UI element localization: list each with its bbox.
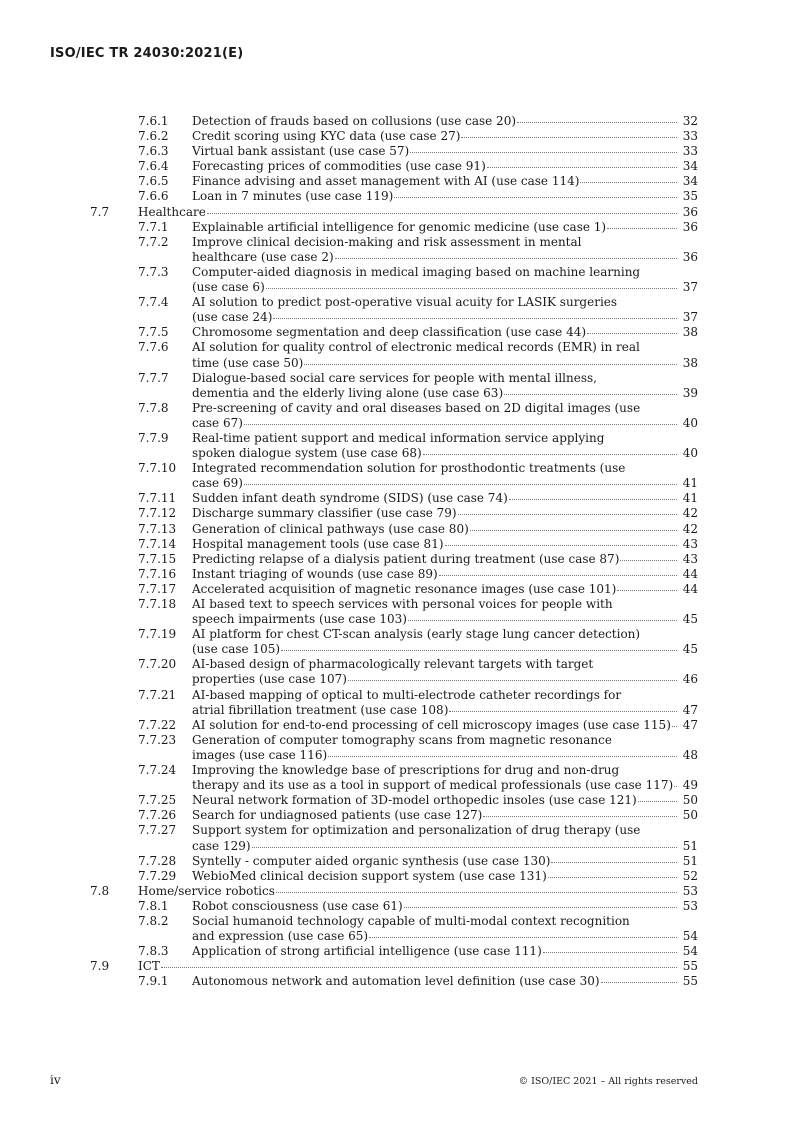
dot-leader bbox=[273, 318, 677, 319]
toc-entry-title-line: ICT bbox=[138, 959, 160, 974]
page-footer bbox=[50, 1073, 698, 1087]
toc-entry-title-line: Dialogue-based social care services for people with mental illness, bbox=[192, 370, 597, 385]
toc-entry-number: 7.7.20 bbox=[138, 657, 177, 672]
toc-entry-title-line: properties (use case 107) bbox=[192, 672, 347, 687]
toc-entry-number: 7.7.2 bbox=[138, 234, 169, 249]
toc-entry-page: 41 bbox=[682, 476, 698, 491]
toc-entry-page: 40 bbox=[682, 446, 698, 461]
toc-entry-number: 7.6.6 bbox=[138, 189, 169, 204]
toc-entry-number: 7.7.19 bbox=[138, 627, 177, 642]
toc-entry[interactable] bbox=[90, 959, 698, 974]
toc-entry-title-line: Credit scoring using KYC data (use case 27) bbox=[192, 129, 461, 144]
toc-entry-page: 36 bbox=[682, 219, 698, 234]
toc-entry-number: 7.7.28 bbox=[138, 853, 177, 868]
dot-leader bbox=[470, 530, 677, 531]
toc-entry-title-line: Detection of frauds based on collusions (use case 20) bbox=[192, 114, 517, 128]
toc-entry-title-line: Improving the knowledge base of prescriptions for drug and non-drug bbox=[192, 763, 620, 778]
toc-entry-number: 7.7.12 bbox=[138, 506, 177, 521]
toc-entry-number: 7.7.13 bbox=[138, 521, 177, 536]
toc-entry-page: 41 bbox=[682, 491, 698, 506]
toc-entry-title-line: Hospital management tools (use case 81) bbox=[192, 536, 444, 551]
toc-entry[interactable] bbox=[90, 401, 698, 431]
toc-entry-title-line: AI solution to predict post-operative visual acuity for LASIK surgeries bbox=[192, 295, 618, 310]
toc-entry-number: 7.6.4 bbox=[138, 159, 169, 174]
toc-entry-title-line: speech impairments (use case 103) bbox=[192, 612, 407, 627]
dot-leader bbox=[348, 680, 677, 681]
toc-entry-number: 7.7.15 bbox=[138, 551, 177, 566]
toc-entry-title-line: AI-based design of pharmacologically relevant targets with target bbox=[192, 657, 594, 672]
toc-entry-page: 36 bbox=[682, 204, 698, 219]
toc-entry-page: 47 bbox=[682, 702, 698, 717]
toc-entry-page: 44 bbox=[682, 581, 698, 596]
toc-entry-title-line: Healthcare bbox=[138, 204, 206, 219]
dot-leader bbox=[404, 907, 677, 908]
dot-leader bbox=[517, 122, 677, 123]
toc-entry-page: 53 bbox=[682, 898, 698, 913]
toc-entry-page: 33 bbox=[682, 144, 698, 159]
toc-entry-title-line: Virtual bank assistant (use case 57) bbox=[192, 144, 410, 159]
toc-entry[interactable] bbox=[90, 552, 698, 567]
dot-leader bbox=[551, 862, 677, 863]
toc-entry[interactable] bbox=[90, 884, 698, 899]
toc-entry-title-line: Integrated recommendation solution for prosthodontic treatments (use bbox=[192, 461, 626, 476]
toc-entry-title-line: Forecasting prices of commodities (use case 91) bbox=[192, 159, 486, 174]
toc-entry-number: 7.8 bbox=[90, 883, 110, 898]
toc-entry-page: 38 bbox=[682, 355, 698, 370]
toc-entry-title-line: Neural network formation of 3D-model orthopedic insoles (use case 121) bbox=[192, 793, 637, 808]
toc-entry-number: 7.7.5 bbox=[138, 325, 169, 340]
toc-entry[interactable] bbox=[90, 431, 698, 461]
toc-entry-number: 7.7.9 bbox=[138, 430, 169, 445]
toc-entry-number: 7.8.3 bbox=[138, 944, 169, 959]
toc-entry-page: 32 bbox=[682, 114, 698, 128]
toc-entry-title-line: time (use case 50) bbox=[192, 355, 304, 370]
toc-entry-title-line: AI platform for chest CT-scan analysis (early stage lung cancer detection) bbox=[192, 627, 641, 642]
toc-entry[interactable] bbox=[90, 597, 698, 627]
toc-entry-page: 42 bbox=[682, 506, 698, 521]
toc-entry[interactable] bbox=[90, 174, 698, 189]
toc-entry[interactable] bbox=[90, 506, 698, 521]
dot-leader bbox=[601, 982, 677, 983]
toc-entry[interactable] bbox=[90, 265, 698, 295]
toc-entry-title-line: healthcare (use case 2) bbox=[192, 249, 334, 264]
toc-entry-page: 50 bbox=[682, 808, 698, 823]
toc-entry-page: 35 bbox=[682, 189, 698, 204]
toc-entry-number: 7.7.22 bbox=[138, 717, 177, 732]
toc-entry-title-line: images (use case 116) bbox=[192, 747, 328, 762]
toc-entry-number: 7.6.5 bbox=[138, 174, 169, 189]
toc-entry-page: 43 bbox=[682, 551, 698, 566]
toc-entry[interactable] bbox=[90, 944, 698, 959]
toc-entry[interactable] bbox=[90, 235, 698, 265]
dot-leader bbox=[461, 137, 677, 138]
toc-entry-title-line: Robot consciousness (use case 61) bbox=[192, 898, 403, 913]
toc-entry[interactable] bbox=[90, 763, 698, 793]
toc-entry-title-line: atrial fibrillation treatment (use case 108) bbox=[192, 702, 449, 717]
toc-entry-number: 7.7.7 bbox=[138, 370, 169, 385]
toc-entry[interactable] bbox=[90, 189, 698, 204]
toc-entry-number: 7.7.14 bbox=[138, 536, 177, 551]
dot-leader bbox=[543, 952, 677, 953]
toc-entry-page: 37 bbox=[682, 310, 698, 325]
toc-entry[interactable] bbox=[90, 159, 698, 174]
dot-leader bbox=[672, 726, 677, 727]
toc-entry-title-line: Discharge summary classifier (use case 79) bbox=[192, 506, 457, 521]
toc-entry-number: 7.7.8 bbox=[138, 400, 169, 415]
toc-entry-number: 7.7.24 bbox=[138, 763, 177, 778]
copyright-notice: © ISO/IEC 2021 – All rights reserved bbox=[518, 1076, 698, 1087]
toc-entry-page: 42 bbox=[682, 521, 698, 536]
toc-entry-number: 7.7.4 bbox=[138, 295, 169, 310]
toc-entry[interactable] bbox=[90, 718, 698, 733]
page-number: iv bbox=[50, 1073, 61, 1087]
toc-entry-title-line: AI based text to speech services with personal voices for people with bbox=[192, 597, 613, 611]
toc-entry-title-line: Pre-screening of cavity and oral diseases based on 2D digital images (use bbox=[192, 400, 641, 415]
toc-entry-title-line: dementia and the elderly living alone (use case 63) bbox=[192, 385, 504, 400]
dot-leader bbox=[548, 877, 677, 878]
toc-entry-page: 51 bbox=[682, 853, 698, 868]
toc-entry-title-line: and expression (use case 65) bbox=[192, 929, 369, 944]
toc-entry-title-line: Loan in 7 minutes (use case 119) bbox=[192, 189, 394, 204]
toc-entry-number: 7.7.29 bbox=[138, 868, 177, 883]
toc-entry-title-line: Computer-aided diagnosis in medical imaging based on machine learning bbox=[192, 264, 641, 279]
toc-entry-page: 55 bbox=[682, 974, 698, 989]
toc-entry-number: 7.8.1 bbox=[138, 898, 169, 913]
dot-leader bbox=[504, 394, 677, 395]
toc-entry[interactable] bbox=[90, 974, 698, 989]
toc-entry-title-line: Accelerated acquisition of magnetic resonance images (use case 101) bbox=[192, 581, 617, 596]
toc-entry-page: 52 bbox=[682, 868, 698, 883]
dot-leader bbox=[580, 182, 677, 183]
dot-leader bbox=[304, 364, 677, 365]
dot-leader bbox=[244, 424, 677, 425]
toc-entry-title-line: Social humanoid technology capable of multi-modal context recognition bbox=[192, 913, 630, 928]
toc-entry-title-line: (use case 24) bbox=[192, 310, 273, 325]
toc-entry[interactable] bbox=[90, 808, 698, 823]
toc-entry[interactable] bbox=[90, 205, 698, 220]
toc-entry-number: 7.7 bbox=[90, 204, 110, 219]
toc-entry-number: 7.7.26 bbox=[138, 808, 177, 823]
dot-leader bbox=[607, 228, 677, 229]
toc-entry-number: 7.7.16 bbox=[138, 566, 177, 581]
toc-entry[interactable] bbox=[90, 144, 698, 159]
toc-entry-number: 7.6.1 bbox=[138, 114, 169, 128]
toc-entry-title-line: AI-based mapping of optical to multi-electrode catheter recordings for bbox=[192, 687, 622, 702]
toc-entry-page: 50 bbox=[682, 793, 698, 808]
dot-leader bbox=[587, 333, 677, 334]
toc-entry-page: 55 bbox=[682, 959, 698, 974]
dot-leader bbox=[487, 167, 677, 168]
toc-entry[interactable] bbox=[90, 567, 698, 582]
dot-leader bbox=[328, 756, 677, 757]
dot-leader bbox=[281, 650, 677, 651]
dot-leader bbox=[276, 892, 677, 893]
toc-entry-number: 7.7.6 bbox=[138, 340, 169, 355]
dot-leader bbox=[408, 620, 677, 621]
toc-entry-title-line: Predicting relapse of a dialysis patient during treatment (use case 87) bbox=[192, 551, 620, 566]
toc-entry-title-line: Instant triaging of wounds (use case 89) bbox=[192, 566, 438, 581]
toc-entry-number: 7.7.3 bbox=[138, 264, 169, 279]
toc-entry[interactable] bbox=[90, 914, 698, 944]
toc-entry-page: 44 bbox=[682, 566, 698, 581]
toc-entry[interactable] bbox=[90, 582, 698, 597]
dot-leader bbox=[335, 258, 677, 259]
toc-entry-page: 34 bbox=[682, 174, 698, 189]
toc-entry-title-line: case 129) bbox=[192, 838, 251, 853]
toc-entry[interactable] bbox=[90, 371, 698, 401]
toc-entry[interactable] bbox=[90, 657, 698, 687]
toc-entry-title-line: Explainable artificial intelligence for genomic medicine (use case 1) bbox=[192, 219, 607, 234]
dot-leader bbox=[394, 197, 677, 198]
toc-entry-title-line: (use case 105) bbox=[192, 642, 281, 657]
table-of-contents bbox=[90, 114, 698, 989]
toc-entry-page: 37 bbox=[682, 280, 698, 295]
toc-entry-title-line: Application of strong artificial intelligence (use case 111) bbox=[192, 944, 542, 959]
dot-leader bbox=[252, 847, 677, 848]
toc-entry[interactable] bbox=[90, 793, 698, 808]
toc-entry-page: 51 bbox=[682, 838, 698, 853]
toc-entry[interactable] bbox=[90, 114, 698, 129]
dot-leader bbox=[266, 288, 677, 289]
toc-entry-title-line: Finance advising and asset management with AI (use case 114) bbox=[192, 174, 580, 189]
toc-entry-title-line: Support system for optimization and personalization of drug therapy (use bbox=[192, 823, 641, 838]
dot-leader bbox=[638, 801, 677, 802]
toc-entry-number: 7.7.1 bbox=[138, 219, 169, 234]
toc-entry-number: 7.7.21 bbox=[138, 687, 177, 702]
toc-entry[interactable] bbox=[90, 325, 698, 340]
toc-entry-page: 54 bbox=[682, 944, 698, 959]
toc-entry-title-line: AI solution for end-to-end processing of cell microscopy images (use case 115) bbox=[192, 717, 671, 732]
toc-entry[interactable] bbox=[90, 129, 698, 144]
toc-entry[interactable] bbox=[90, 220, 698, 235]
toc-entry-title-line: spoken dialogue system (use case 68) bbox=[192, 446, 422, 461]
toc-entry-number: 7.7.17 bbox=[138, 581, 177, 596]
toc-entry-page: 53 bbox=[682, 883, 698, 898]
toc-entry-title-line: (use case 6) bbox=[192, 280, 265, 295]
dot-leader bbox=[161, 967, 677, 968]
toc-entry-number: 7.7.23 bbox=[138, 732, 177, 747]
dot-leader bbox=[207, 213, 677, 214]
toc-entry-title-line: AI solution for quality control of electronic medical records (EMR) in real bbox=[192, 340, 640, 355]
toc-entry-page: 40 bbox=[682, 415, 698, 430]
toc-entry-page: 36 bbox=[682, 249, 698, 264]
toc-entry-title-line: Chromosome segmentation and deep classification (use case 44) bbox=[192, 325, 587, 340]
toc-entry[interactable] bbox=[90, 733, 698, 763]
toc-entry[interactable] bbox=[90, 537, 698, 552]
toc-entry-number: 7.6.2 bbox=[138, 129, 169, 144]
toc-entry[interactable] bbox=[90, 627, 698, 657]
toc-entry-number: 7.7.10 bbox=[138, 461, 177, 476]
toc-entry-page: 45 bbox=[682, 642, 698, 657]
dot-leader bbox=[674, 786, 677, 787]
toc-entry-page: 34 bbox=[682, 159, 698, 174]
toc-entry-number: 7.9.1 bbox=[138, 974, 169, 989]
toc-entry-title-line: Sudden infant death syndrome (SIDS) (use case 74) bbox=[192, 491, 508, 506]
toc-entry[interactable] bbox=[90, 461, 698, 491]
toc-entry-page: 49 bbox=[682, 778, 698, 793]
dot-leader bbox=[369, 937, 677, 938]
toc-entry-number: 7.9 bbox=[90, 959, 110, 974]
dot-leader bbox=[423, 454, 677, 455]
dot-leader bbox=[449, 711, 677, 712]
toc-entry[interactable] bbox=[90, 340, 698, 370]
toc-entry-title-line: Autonomous network and automation level definition (use case 30) bbox=[192, 974, 600, 989]
toc-entry-number: 7.6.3 bbox=[138, 144, 169, 159]
toc-entry-page: 39 bbox=[682, 385, 698, 400]
toc-entry[interactable] bbox=[90, 522, 698, 537]
toc-entry-number: 7.7.25 bbox=[138, 793, 177, 808]
toc-entry-title-line: case 67) bbox=[192, 415, 243, 430]
toc-entry-number: 7.8.2 bbox=[138, 913, 169, 928]
dot-leader bbox=[458, 514, 677, 515]
toc-entry-page: 47 bbox=[682, 717, 698, 732]
toc-entry-title-line: Real-time patient support and medical information service applying bbox=[192, 430, 605, 445]
dot-leader bbox=[483, 816, 677, 817]
toc-entry-page: 54 bbox=[682, 929, 698, 944]
toc-entry-page: 38 bbox=[682, 325, 698, 340]
toc-entry-number: 7.7.18 bbox=[138, 597, 177, 611]
dot-leader bbox=[244, 484, 677, 485]
toc-entry-title-line: Home/service robotics bbox=[138, 883, 275, 898]
toc-entry-title-line: Syntelly - computer aided organic synthesis (use case 130) bbox=[192, 853, 551, 868]
dot-leader bbox=[617, 590, 677, 591]
toc-entry[interactable] bbox=[90, 869, 698, 884]
toc-entry-page: 46 bbox=[682, 672, 698, 687]
toc-entry[interactable] bbox=[90, 823, 698, 853]
dot-leader bbox=[439, 575, 677, 576]
toc-entry[interactable] bbox=[90, 295, 698, 325]
dot-leader bbox=[445, 545, 677, 546]
toc-entry-page: 45 bbox=[682, 612, 698, 627]
dot-leader bbox=[509, 499, 677, 500]
dot-leader bbox=[620, 560, 677, 561]
toc-entry[interactable] bbox=[90, 688, 698, 718]
toc-entry-number: 7.7.11 bbox=[138, 491, 177, 506]
toc-entry-title-line: WebioMed clinical decision support system (use case 131) bbox=[192, 868, 547, 883]
document-id-header: ISO/IEC TR 24030:2021(E) bbox=[50, 46, 244, 61]
toc-entry[interactable] bbox=[90, 854, 698, 869]
toc-entry-title-line: Generation of computer tomography scans from magnetic resonance bbox=[192, 732, 612, 747]
toc-entry[interactable] bbox=[90, 491, 698, 506]
toc-entry-title-line: Search for undiagnosed patients (use case 127) bbox=[192, 808, 483, 823]
toc-entry-title-line: case 69) bbox=[192, 476, 243, 491]
toc-entry-page: 48 bbox=[682, 747, 698, 762]
toc-entry-number: 7.7.27 bbox=[138, 823, 177, 838]
toc-entry-page: 43 bbox=[682, 536, 698, 551]
toc-entry-title-line: therapy and its use as a tool in support of medical professionals (use case 117) bbox=[192, 778, 674, 793]
toc-entry[interactable] bbox=[90, 899, 698, 914]
toc-entry-page: 33 bbox=[682, 129, 698, 144]
toc-entry-title-line: Generation of clinical pathways (use case 80) bbox=[192, 521, 469, 536]
toc-entry-title-line: Improve clinical decision-making and risk assessment in mental bbox=[192, 234, 582, 249]
dot-leader bbox=[410, 152, 677, 153]
